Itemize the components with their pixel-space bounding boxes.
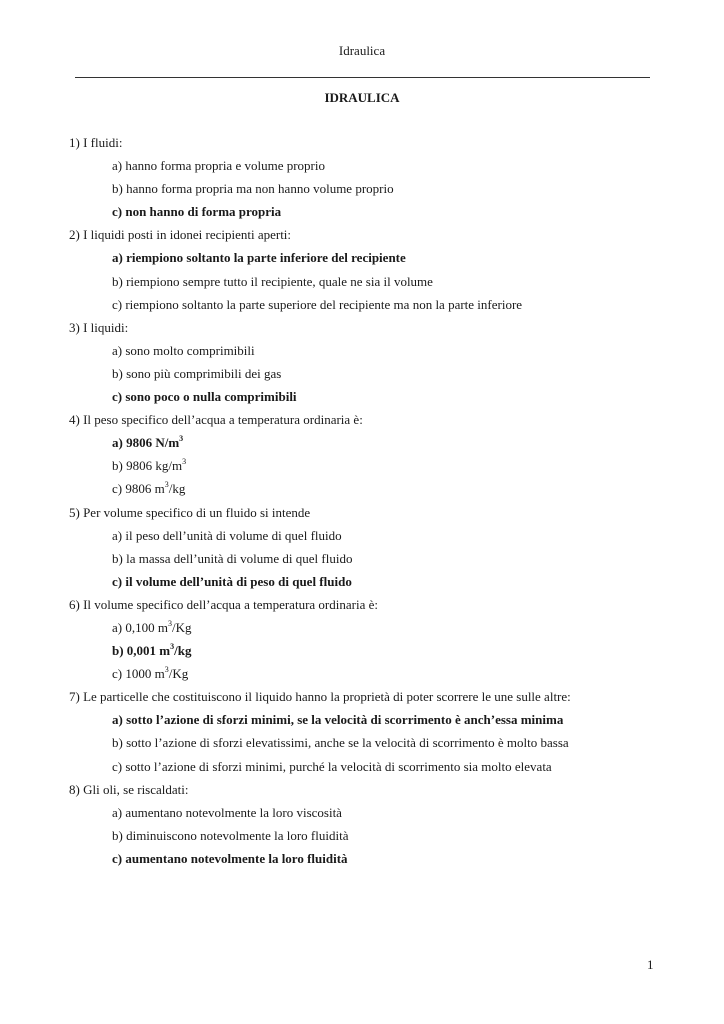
answer-option: [69, 616, 669, 639]
question-text: 2) I liquidi posti in idonei recipienti aperti:: [69, 227, 292, 243]
answer-text: c) 1000 m: [112, 666, 165, 682]
superscript: 3: [170, 641, 175, 651]
answer-option: [69, 477, 669, 500]
answer-text: c) sono poco o nulla comprimibili: [112, 389, 297, 405]
question-text: 3) I liquidi:: [69, 319, 129, 335]
question-text: 4) Il peso specifico dell’acqua a temperatura ordinaria è:: [69, 412, 363, 428]
answer-option: [69, 547, 669, 570]
answer-option: [69, 362, 669, 385]
answer-text: b) 0,001 m: [112, 643, 171, 659]
answer-text: b) hanno forma propria ma non hanno volume proprio: [112, 181, 394, 197]
answer-option-correct: [69, 385, 669, 408]
answer-option: [69, 824, 669, 847]
answer-text: /kg: [174, 643, 192, 659]
superscript: 3: [167, 618, 172, 628]
superscript: 3: [164, 480, 169, 490]
answer-option-correct: [69, 246, 669, 269]
superscript: 3: [179, 433, 184, 443]
page-title: IDRAULICA: [324, 90, 400, 105]
answer-option: [69, 293, 669, 316]
answer-option: [69, 662, 669, 685]
answer-option: [69, 731, 669, 754]
running-header: Idraulica: [338, 43, 386, 58]
answer-text: a) aumentano notevolmente la loro viscosità: [112, 804, 342, 820]
answer-text: a) 9806 N/m: [112, 435, 180, 451]
answer-option: [69, 177, 669, 200]
answer-text: b) sono più comprimibili dei gas: [112, 365, 282, 381]
answer-text: c) 9806 m: [112, 481, 165, 497]
answer-option: [69, 524, 669, 547]
superscript: 3: [182, 456, 187, 466]
answer-text: c) non hanno di forma propria: [112, 204, 282, 220]
answer-text: a) sotto l’azione di sforzi minimi, se la velocità di scorrimento è anch’essa minima: [112, 712, 564, 728]
header-divider: [75, 77, 650, 78]
answer-text: a) sono molto comprimibili: [112, 342, 255, 358]
answer-text: a) 0,100 m: [112, 619, 168, 635]
page-number: 1: [647, 957, 654, 972]
answer-text: c) aumentano notevolmente la loro fluidità: [112, 850, 348, 866]
answer-option: [69, 270, 669, 293]
answer-text: /Kg: [171, 619, 192, 635]
answer-option-correct: [69, 708, 669, 731]
answer-text: a) il peso dell’unità di volume di quel fluido: [112, 527, 342, 543]
question-text: 1) I fluidi:: [69, 135, 123, 150]
question-text: 8) Gli oli, se riscaldati:: [69, 781, 189, 797]
answer-text: a) hanno forma propria e volume proprio: [112, 158, 325, 174]
answer-option: [69, 454, 669, 477]
answer-text: c) il volume dell’unità di peso di quel fluido: [112, 573, 352, 589]
answer-text: a) riempiono soltanto la parte inferiore del recipiente: [112, 250, 406, 266]
answer-text: b) 9806 kg/m: [112, 458, 183, 474]
answer-option: [69, 154, 669, 177]
question-text: 5) Per volume specifico di un fluido si intende: [69, 504, 311, 520]
quiz-content: [69, 131, 669, 870]
answer-text: b) sotto l’azione di sforzi elevatissimi, anche se la velocità di scorrimento è molto bassa: [112, 735, 569, 751]
answer-option: [69, 755, 669, 778]
question-text: 7) Le particelle che costituiscono il liquido hanno la proprietà di poter scorrere le une sulle altre:: [69, 689, 571, 705]
answer-option-correct: [69, 847, 669, 870]
answer-text: b) diminuiscono notevolmente la loro fluidità: [112, 827, 349, 843]
question-text: 6) Il volume specifico dell’acqua a temperatura ordinaria è:: [69, 596, 378, 612]
answer-text: c) riempiono soltanto la parte superiore del recipiente ma non la parte inferiore: [112, 296, 523, 312]
answer-text: /Kg: [168, 666, 189, 682]
answer-text: c) sotto l’azione di sforzi minimi, purché la velocità di scorrimento sia molto elevata: [112, 758, 552, 774]
superscript: 3: [164, 664, 169, 674]
answer-option-correct: [69, 431, 669, 454]
answer-text: b) la massa dell’unità di volume di quel fluido: [112, 550, 353, 566]
answer-option: [69, 801, 669, 824]
answer-option: [69, 339, 669, 362]
answer-option-correct: [69, 570, 669, 593]
answer-text: /kg: [168, 481, 186, 497]
answer-option-correct: [69, 200, 669, 223]
answer-text: b) riempiono sempre tutto il recipiente, quale ne sia il volume: [112, 273, 433, 289]
answer-option-correct: [69, 639, 669, 662]
